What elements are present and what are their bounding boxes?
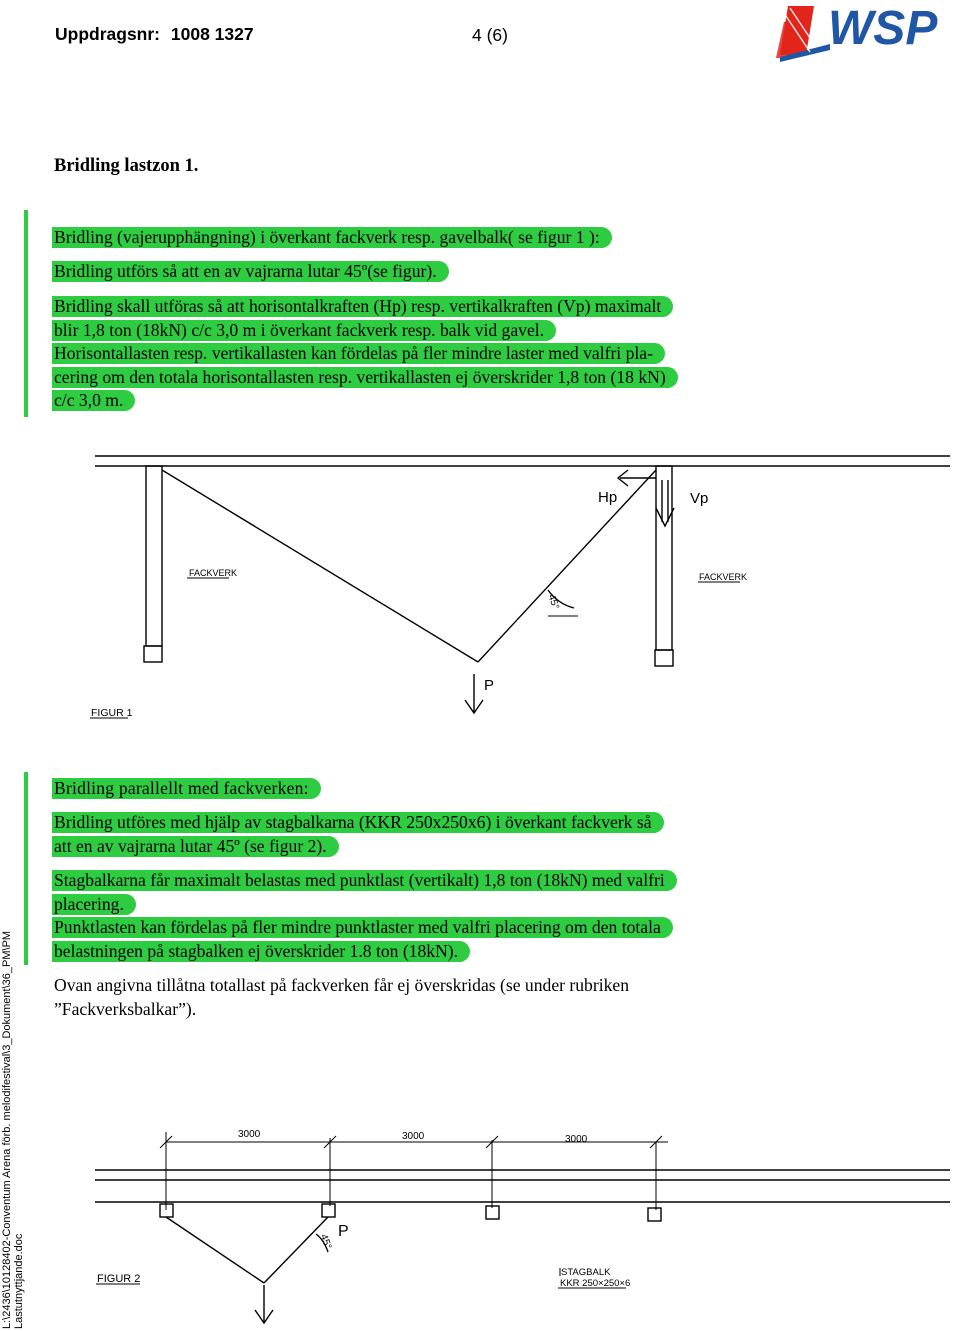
fig2-dim-3: 3000 (565, 1134, 588, 1145)
zone1-line2 (52, 260, 449, 284)
assignment-label: Uppdragsnr: (55, 24, 160, 44)
fig2-caption: FIGUR 2 (97, 1273, 141, 1285)
wsp-logo (770, 0, 960, 64)
fig2-dim-2: 3000 (402, 1131, 425, 1142)
zone2-para2-line: belastningen på stagbalken ej överskrider 1.8 ton (18kN). (52, 941, 470, 962)
zone1-para3-line: Horisontallasten resp. vertikallasten kan fördelas på fler mindre laster med valfri pla- (52, 343, 665, 364)
zone2-para2-line: Punktlasten kan fördelas på fler mindre punktlaster med valfri placering om den totala (52, 917, 673, 938)
zone2-para3-line: Ovan angivna tillåtna totallast på fackverken får ej överskridas (se under rubriken (54, 975, 629, 995)
fig2-angle-label: 45° (317, 1232, 334, 1251)
assignment-number: 1008 1327 (170, 24, 254, 44)
zone1-para3-line: blir 1,8 ton (18kN) c/c 3,0 m i överkant fackverk resp. balk vid gavel. (52, 320, 556, 341)
zone2-para3 (54, 974, 629, 1021)
change-bar-zone1 (24, 210, 28, 417)
figure-2-drawing (0, 1120, 960, 1331)
zone1-para3 (52, 295, 678, 413)
fig2-load-label: P (338, 1223, 349, 1240)
fig1-hp-label: Hp (598, 489, 618, 506)
zone2-para2-line: placering. (52, 894, 136, 915)
fig2-dim-1: 3000 (238, 1129, 261, 1140)
zone1-line2-text: Bridling utförs så att en av vajrarna lutar 45º(se figur). (52, 261, 449, 282)
page-number: 4 (6) (472, 25, 508, 45)
fig1-load-label: P (484, 677, 495, 694)
section-title: Bridling lastzon 1. (54, 156, 199, 176)
fig1-left-truss-label: FACKVERK (189, 568, 238, 578)
wsp-logo-graphic (770, 0, 960, 64)
fig2-stagbalk-spec: KKR 250×250×6 (560, 1278, 631, 1289)
file-path-line2: Lastutnyttjande.doc (13, 1233, 25, 1329)
zone2-para3-line: ”Fackverksbalkar”). (54, 998, 197, 1019)
zone2-para2 (52, 869, 677, 963)
zone2-heading-text: Bridling parallellt med fackverken: (52, 778, 321, 799)
zone2-para1 (52, 811, 664, 858)
zone1-line1 (52, 226, 612, 250)
zone2-heading (52, 777, 321, 801)
zone1-para3-line: Bridling skall utföras så att horisontalkraften (Hp) resp. vertikalkraften (Vp) maximalt (52, 296, 673, 317)
fig1-caption: FIGUR 1 (91, 707, 133, 719)
file-path-line1: L:\2436\10128402-Conventum Arena förb. melodifestival\3_Dokument\36_PM\PM (1, 930, 13, 1329)
zone2-para1-line: att en av vajrarna lutar 45º (se figur 2). (52, 836, 339, 857)
zone1-line1-text: Bridling (vajerupphängning) i överkant fackverk resp. gavelbalk( se figur 1 ): (52, 227, 612, 248)
assignment-number-header (55, 24, 254, 45)
wsp-logo-text: WSP (828, 2, 938, 55)
fig1-right-truss-label: FACKVERK (699, 572, 748, 582)
zone1-para3-line: cering om den totala horisontallasten resp. vertikallasten ej överskrider 1,8 ton (18 kN) (52, 367, 678, 388)
fig1-angle-label: 45° (545, 592, 561, 611)
figure-1-drawing (0, 440, 960, 730)
fig1-vp-label: Vp (690, 490, 709, 507)
file-path-sidebar (1, 931, 25, 1329)
zone2-para1-line: Bridling utföres med hjälp av stagbalkarna (KKR 250x250x6) i överkant fackverk så (52, 812, 664, 833)
fig2-stagbalk-label: STAGBALK (561, 1267, 611, 1278)
zone1-para3-line: c/c 3,0 m. (52, 390, 135, 411)
zone2-para2-line: Stagbalkarna får maximalt belastas med punktlast (vertikalt) 1,8 ton (18kN) med valfri (52, 870, 677, 891)
